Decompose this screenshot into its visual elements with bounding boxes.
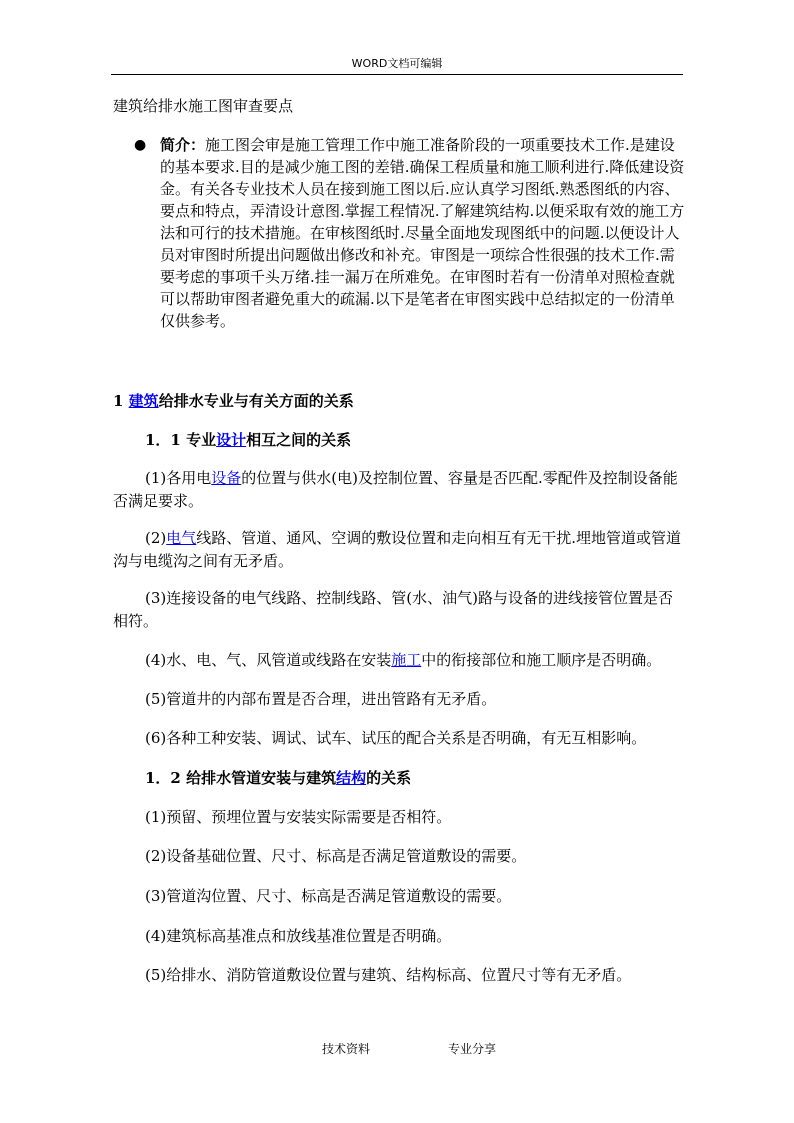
subsection-number: 1．2 给排水管道安装与建筑 (145, 769, 337, 787)
item-1-1-6: (6)各种工种安装、调试、试车、试压的配合关系是否明确，有无互相影响。 (145, 729, 647, 747)
intro-paragraph (160, 134, 686, 332)
link-jianzhu[interactable]: 建筑 (128, 392, 159, 410)
link-sheji[interactable]: 设计 (216, 431, 247, 449)
item-1-2-2: (2)设备基础位置、尺寸、标高是否满足管道敷设的需要。 (145, 847, 527, 865)
subsection-number: 1．1 专业 (145, 431, 217, 449)
subsection-heading-text: 相互之间的关系 (246, 431, 352, 449)
intro-text: 施工图会审是施工管理工作中施工准备阶段的一项重要技术工作.是建设的基本要求.目的是减少施工图的差错.确保工程质量和施工顺利进行.降低建设资金。有关各专业技术人员在接到施工图以后.应认真学习图纸.熟悉图纸的内容、要点和特点，弄清设计意图.掌握工程情况.了解建筑结构.以便采取有效的施工方法和可行的技术措施。在审核图纸时.尽量全面地发现图纸中的问题.以便设计人员对审图时所提出问题做出修改和补充。审图是一项综合性很强的技术工作.需要考虑的事项千头万绪.挂一漏万在所难免。在审图时若有一份清单对照检查就可以帮助审图者避免重大的疏漏.以下是笔者在审图实践中总结拟定的一份清单仅供参考。 (160, 136, 685, 330)
section-heading-text: 给排水专业与有关方面的关系 (158, 392, 354, 410)
item-text: 线路、管道、通风、空调的敷设位置和走向相互有无干扰.埋地管道或管道沟与电缆沟之间有无矛盾。 (113, 529, 682, 570)
subsection-heading-1-2 (145, 767, 411, 789)
item-text: (4)水、电、气、风管道或线路在安装 (145, 651, 392, 669)
item-1-1-3: (3)连接设备的电气线路、控制线路、管(水、油气)路与设备的进线接管位置是否相符。 (113, 589, 673, 630)
section-number: 1 (113, 392, 129, 410)
item-1-2-5: (5)给排水、消防管道敷设位置与建筑、结构标高、位置尺寸等有无矛盾。 (145, 966, 632, 984)
subsection-heading-1-1 (145, 429, 351, 451)
link-dianqi[interactable]: 电气 (166, 529, 197, 547)
item-1-2-4: (4)建筑标高基准点和放线基准位置是否明确。 (145, 927, 452, 945)
item-text: (2) (145, 529, 167, 547)
item-1-1-1 (113, 467, 685, 513)
item-1-1-4 (145, 649, 661, 671)
footer-right-text: 专业分享 (448, 1042, 497, 1056)
link-shigong[interactable]: 施工 (391, 651, 422, 669)
item-text: 的位置与供水(电)及控制位置、容量是否匹配.零配件及控制设备能否满足要求。 (113, 469, 678, 510)
document-title: 建筑给排水施工图审查要点 (113, 97, 294, 115)
item-text: 中的衔接部位和施工顺序是否明确。 (421, 651, 662, 669)
item-1-1-2 (113, 527, 685, 573)
subsection-heading-text: 的关系 (366, 769, 412, 787)
footer-left-text: 技术资料 (322, 1042, 371, 1056)
item-1-2-3: (3)管道沟位置、尺寸、标高是否满足管道敷设的需要。 (145, 887, 512, 905)
link-shebei[interactable]: 设备 (211, 469, 242, 487)
header-divider (111, 74, 683, 75)
link-jiegou[interactable]: 结构 (336, 769, 367, 787)
item-text: (1)各用电 (145, 469, 212, 487)
section-heading-1 (113, 390, 354, 412)
item-1-2-1: (1)预留、预埋位置与安装实际需要是否相符。 (145, 808, 452, 826)
intro-label: 简介： (160, 136, 206, 154)
item-1-1-5: (5)管道井的内部布置是否合理，进出管路有无矛盾。 (145, 690, 497, 708)
page-header: WORD文档可编辑 (351, 57, 443, 70)
bullet-icon: ● (134, 137, 147, 153)
